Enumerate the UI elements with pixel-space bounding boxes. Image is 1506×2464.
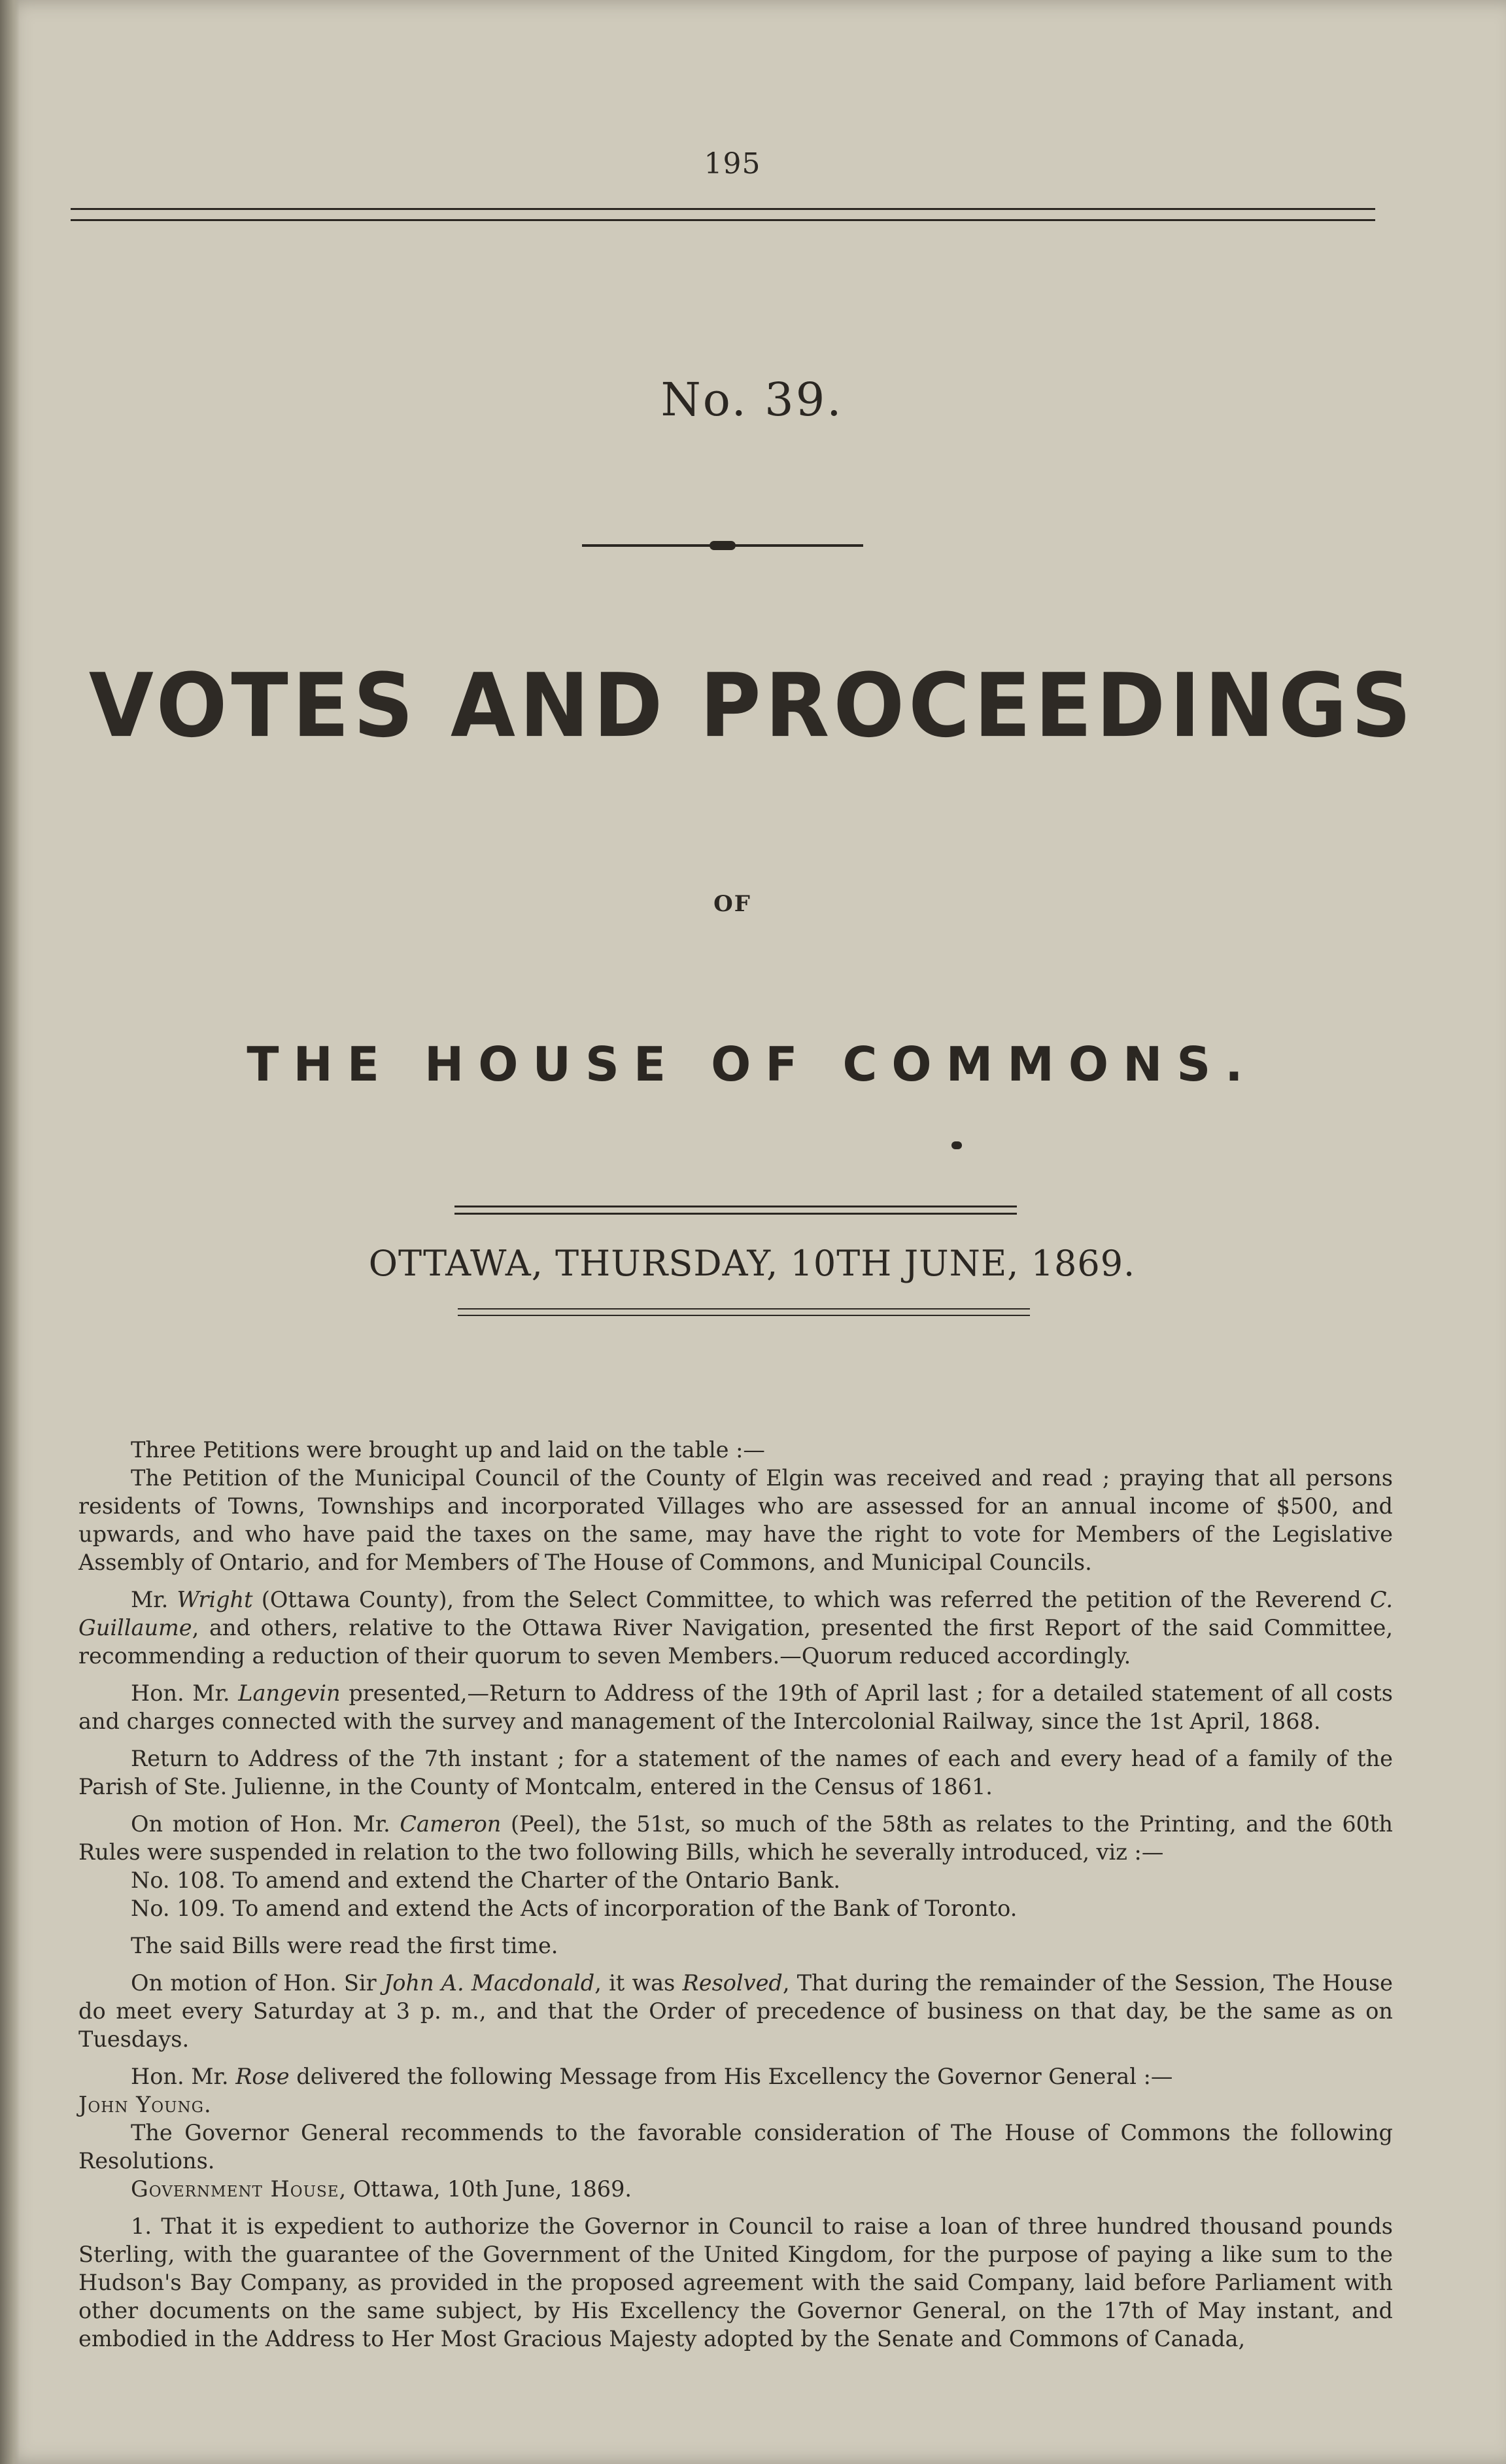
dateline: OTTAWA, THURSDAY, 10TH JUNE, 1869. (368, 1243, 1136, 1284)
paragraph-petitions-intro: Three Petitions were brought up and laid on the table :— (131, 1437, 765, 1463)
main-title: VOTES AND PROCEEDINGS (88, 655, 1416, 757)
paragraph-langevin-return: Hon. Mr. Langevin presented,—Return to Address of the 19th of April last ; for a detailed statement of all costs and charges connected with the survey and management of the Intercolonial Railway, since the 1st April, 1868. (78, 1680, 1393, 1734)
paragraph-macdonald-motion: On motion of Hon. Sir John A. Macdonald, it was Resolved, That during the remainder of the Session, The House do meet every Saturday at 3 p. m., and that the Order of precedence of business on that day, be the same as on Tuesdays. (78, 1970, 1393, 2052)
paragraph-census-return: Return to Address of the 7th instant ; for a statement of the names of each and every head of a family of the Parish of Ste. Julienne, in the County of Montcalm, entered in the Census of 1861. (78, 1746, 1393, 1799)
issue-number: No. 39. (660, 373, 844, 426)
paragraph-cameron-motion: On motion of Hon. Mr. Cameron (Peel), the 51st, so much of the 58th as relates to the Printing, and the 60th Rules were suspended in relation to the two following Bills, which he severally introduced, viz :— (78, 1811, 1393, 1865)
dateline-rule-bottom (458, 1308, 1030, 1316)
paragraph-first-reading: The said Bills were read the first time. (131, 1933, 558, 1958)
dateline-rule-top (454, 1206, 1017, 1215)
book-spine-shadow (0, 0, 20, 2464)
government-house-line: Government House, Ottawa, 10th June, 1869. (131, 2176, 632, 2202)
paragraph-committee-report: Mr. Wright (Ottawa County), from the Select Committee, to which was referred the petition of the Reverend C. Guillaume, and others, relative to the Ottawa River Navigation, presented the first Report of the said Committee, recommending a reduction of their quorum to seven Members.—Quorum reduced accordingly. (78, 1587, 1393, 1669)
page-number: 195 (704, 147, 761, 181)
signature-john-young: John Young. (78, 2092, 212, 2117)
paragraph-rose-message: Hon. Mr. Rose delivered the following Message from His Excellency the Governor General :— (131, 2064, 1173, 2089)
ornamental-bullet (951, 1141, 962, 1149)
proceedings-body (78, 1436, 1393, 2362)
bill-109: No. 109. To amend and extend the Acts of incorporation of the Bank of Toronto. (131, 1896, 1018, 1921)
resolution-1: 1. That it is expedient to authorize the Governor in Council to raise a loan of three hundred thousand pounds Sterling, with the guarantee of the Government of the United Kingdom, for the purpose of paying a like sum to the Hudson's Bay Company, as provided in the proposed agreement with the said Company, laid before Parliament with other documents on the same subject, by His Excellency the Governor General, on the 17th of May instant, and embodied in the Address to Her Most Gracious Majesty adopted by the Senate and Commons of Canada, (78, 2213, 1393, 2351)
header-double-rule (71, 208, 1375, 221)
paragraph-governor-recommendation: The Governor General recommends to the favorable consideration of The House of Commons the following Resolutions. (78, 2120, 1393, 2174)
ornamental-divider (582, 540, 863, 551)
title-connector: OF (713, 891, 751, 917)
house-title: THE HOUSE OF COMMONS. (247, 1037, 1258, 1092)
ornament-knot (710, 541, 736, 550)
bill-108: No. 108. To amend and extend the Charter of the Ontario Bank. (131, 1867, 841, 1893)
paragraph-elgin-petition: The Petition of the Municipal Council of the County of Elgin was received and read ; praying that all persons residents of Towns, Townships and incorporated Villages who are assessed for an annual income of $500, and upwards, and who have paid the taxes on the same, may have the right to vote for Members of the Legislative Assembly of Ontario, and for Members of The House of Commons, and Municipal Councils. (78, 1465, 1393, 1575)
